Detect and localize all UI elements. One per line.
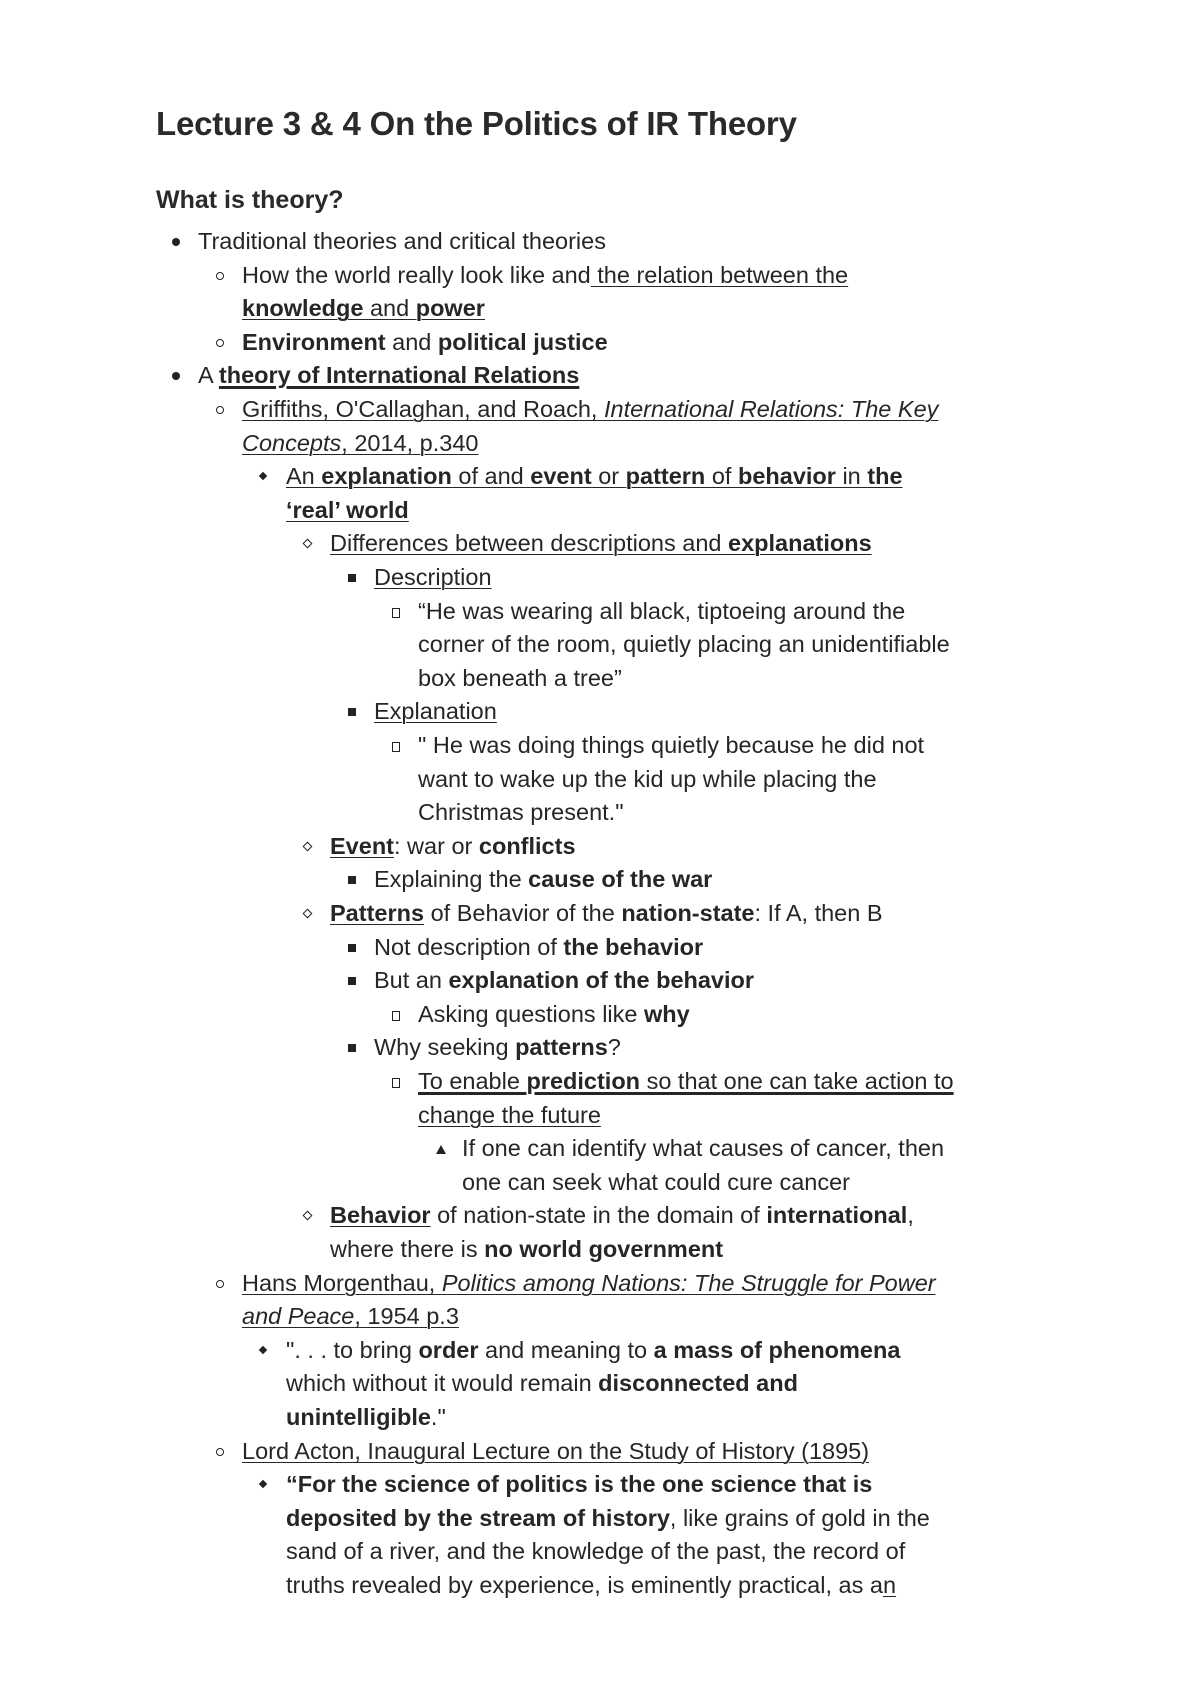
outline-line	[286, 1368, 798, 1398]
text-run: change the future	[418, 1101, 601, 1128]
text-run: , like grains of gold in the	[669, 1504, 930, 1531]
outline-line	[286, 1469, 872, 1499]
hollow-square-bullet-icon	[392, 608, 400, 618]
square-bullet-icon	[348, 944, 356, 952]
text-run: explanation	[321, 463, 452, 490]
text-run: deposited by the stream of history	[286, 1504, 670, 1531]
text-run: Environment	[242, 328, 386, 355]
text-run: If one can identify what causes of cancer, then	[462, 1135, 945, 1162]
outline-line	[286, 495, 409, 525]
outline-line	[242, 1301, 459, 1331]
text-run: in	[835, 463, 868, 490]
square-bullet-icon	[348, 1044, 356, 1052]
text-run: “He was wearing all black, tiptoeing around the	[418, 597, 906, 624]
outline-line	[286, 1402, 446, 1432]
outline-line	[374, 1032, 621, 1062]
text-run: corner of the room, quietly placing an unidentifiable	[418, 631, 950, 658]
outline-line	[374, 562, 492, 592]
text-run: “For the science of politics is the one science that is	[286, 1471, 873, 1498]
outline-line	[418, 764, 877, 794]
text-run: order	[418, 1336, 479, 1363]
text-run: , 2014, p.340	[341, 429, 479, 456]
text-run: one can seek what could cure cancer	[462, 1168, 850, 1195]
text-run: : If A, then B	[754, 900, 883, 926]
outline-line	[242, 293, 485, 323]
text-run: a mass of phenomena	[653, 1336, 901, 1363]
square-bullet-icon	[348, 977, 356, 985]
text-run: unintelligible	[286, 1404, 431, 1430]
outline-line	[198, 360, 579, 390]
outline-line	[418, 663, 622, 693]
text-run: An	[286, 463, 322, 490]
text-run: conflicts	[478, 832, 576, 859]
hollow-square-bullet-icon	[392, 1011, 400, 1021]
outline-line	[330, 528, 872, 558]
circle-bullet-icon	[216, 406, 224, 414]
outline-line	[242, 1268, 936, 1298]
outline-line	[242, 1436, 869, 1466]
hollow-diamond-bullet-icon	[303, 1211, 313, 1221]
outline-line	[330, 1234, 723, 1264]
text-run: Christmas present."	[418, 799, 624, 826]
text-run: Concepts	[242, 429, 342, 456]
hollow-diamond-bullet-icon	[303, 909, 313, 919]
text-run: ."	[430, 1404, 446, 1430]
text-run: ‘real’ world	[286, 496, 409, 523]
text-run: power	[415, 295, 485, 322]
text-run: international	[766, 1202, 908, 1229]
text-run: Differences between descriptions and	[330, 530, 728, 557]
text-run: " He was doing things quietly because he did not	[418, 732, 925, 758]
text-run: prediction	[526, 1068, 641, 1094]
text-run: theory of International Relations	[218, 362, 580, 389]
text-run: : war or	[394, 832, 479, 859]
outline-line	[374, 932, 703, 962]
text-run: Event	[330, 832, 394, 859]
outline-line	[462, 1167, 850, 1197]
outline-line	[462, 1133, 944, 1163]
outline-line	[418, 1066, 954, 1096]
text-run: cause of the war	[528, 866, 713, 893]
hollow-square-bullet-icon	[392, 1078, 400, 1088]
outline-line	[198, 226, 606, 256]
outline-line	[242, 428, 478, 458]
text-run: How the world really look like and	[242, 261, 591, 288]
outline-line	[242, 394, 938, 424]
outline-line	[286, 1536, 905, 1566]
text-run: and	[363, 295, 416, 322]
outline-line	[330, 1200, 914, 1230]
circle-bullet-icon	[216, 339, 224, 347]
text-run: Not description of	[374, 933, 564, 960]
text-run: of	[705, 463, 738, 490]
outline-line	[286, 1570, 896, 1600]
outline-line	[286, 1335, 900, 1365]
outline-line	[418, 730, 924, 760]
diamond-bullet-icon	[259, 472, 267, 480]
text-run: no world government	[484, 1236, 724, 1262]
outline-line	[374, 965, 754, 995]
outline-line	[418, 629, 950, 659]
outline-line	[418, 999, 690, 1029]
section-heading: What is theory?	[156, 186, 344, 214]
text-run: Explaining the	[374, 866, 529, 893]
text-run: of Behavior of the	[424, 900, 622, 926]
outline-line	[418, 797, 624, 827]
text-run: box beneath a tree”	[418, 664, 622, 691]
text-run: want to wake up the kid up while placing the	[418, 765, 877, 792]
text-run: or	[591, 463, 626, 490]
text-run: disconnected and	[598, 1370, 798, 1397]
text-run: which without it would remain	[286, 1370, 599, 1397]
text-run: why	[643, 1000, 690, 1027]
outline-line	[374, 864, 712, 894]
outline-line	[374, 696, 497, 726]
circle-bullet-icon	[216, 1448, 224, 1456]
disc-bullet-icon	[172, 238, 180, 246]
text-run: Patterns	[330, 900, 425, 926]
circle-bullet-icon	[216, 1280, 224, 1288]
text-run: truths revealed by experience, is eminently practical, as a	[286, 1572, 883, 1598]
outline-line	[286, 461, 903, 491]
text-run: , 1954 p.3	[354, 1303, 459, 1330]
square-bullet-icon	[348, 708, 356, 716]
text-run: explanation of the behavior	[448, 967, 755, 994]
text-run: of nation-state in the domain of	[430, 1202, 767, 1229]
triangle-bullet-icon	[436, 1145, 446, 1154]
text-run: where there is	[330, 1236, 485, 1262]
hollow-diamond-bullet-icon	[303, 841, 313, 851]
text-run: ,	[907, 1202, 914, 1229]
text-run: A	[198, 362, 219, 389]
text-run: sand of a river, and the knowledge of the past, the record of	[286, 1538, 906, 1565]
text-run: and	[385, 328, 438, 355]
text-run: But an	[374, 967, 449, 994]
text-run: and meaning to	[478, 1336, 654, 1363]
text-run: the	[867, 463, 903, 490]
text-run: Description	[374, 564, 492, 590]
text-run: knowledge	[242, 295, 364, 322]
text-run: so that one can take action to	[640, 1068, 954, 1094]
outline-line	[418, 596, 905, 626]
outline-line	[418, 1100, 601, 1130]
hollow-diamond-bullet-icon	[303, 539, 313, 549]
text-run: pattern	[625, 463, 706, 490]
text-run: behavior	[737, 463, 836, 490]
text-run: ". . . to bring	[286, 1336, 419, 1363]
text-run: of and	[451, 463, 531, 490]
text-run: International Relations: The Key	[603, 396, 939, 422]
text-run: Traditional theories and critical theories	[198, 228, 606, 254]
text-run: event	[530, 463, 592, 490]
hollow-square-bullet-icon	[392, 742, 400, 752]
text-run: Hans Morgenthau,	[242, 1269, 442, 1296]
square-bullet-icon	[348, 574, 356, 582]
circle-bullet-icon	[216, 272, 224, 280]
document-title: Lecture 3 & 4 On the Politics of IR Theory	[156, 105, 797, 142]
text-run: the relation between the	[590, 261, 849, 288]
text-run: nation-state	[621, 900, 755, 926]
text-run: Politics among Nations: The Struggle for Power	[441, 1269, 936, 1296]
text-run: and Peace	[242, 1303, 355, 1330]
outline-line	[242, 260, 848, 290]
outline-line	[242, 327, 608, 357]
outline-line	[330, 898, 883, 928]
text-run: the behavior	[563, 933, 704, 960]
text-run: Lord Acton, Inaugural Lecture on the Study of History (1895)	[242, 1437, 870, 1464]
outline-line	[286, 1503, 930, 1533]
text-run: Why seeking	[374, 1034, 516, 1061]
text-run: explanations	[728, 530, 872, 557]
outline-line	[330, 831, 576, 861]
text-run: political justice	[437, 328, 608, 355]
text-run: Behavior	[330, 1202, 431, 1229]
square-bullet-icon	[348, 876, 356, 884]
diamond-bullet-icon	[259, 1346, 267, 1354]
text-run: Griffiths, O'Callaghan, and Roach,	[242, 396, 604, 422]
diamond-bullet-icon	[259, 1480, 267, 1488]
text-run: patterns	[515, 1034, 608, 1061]
text-run: ?	[607, 1034, 621, 1061]
text-run: To enable	[418, 1068, 527, 1094]
text-run: n	[882, 1572, 897, 1598]
text-run: Asking questions like	[418, 1000, 644, 1027]
disc-bullet-icon	[172, 372, 180, 380]
text-run: Explanation	[374, 698, 497, 725]
